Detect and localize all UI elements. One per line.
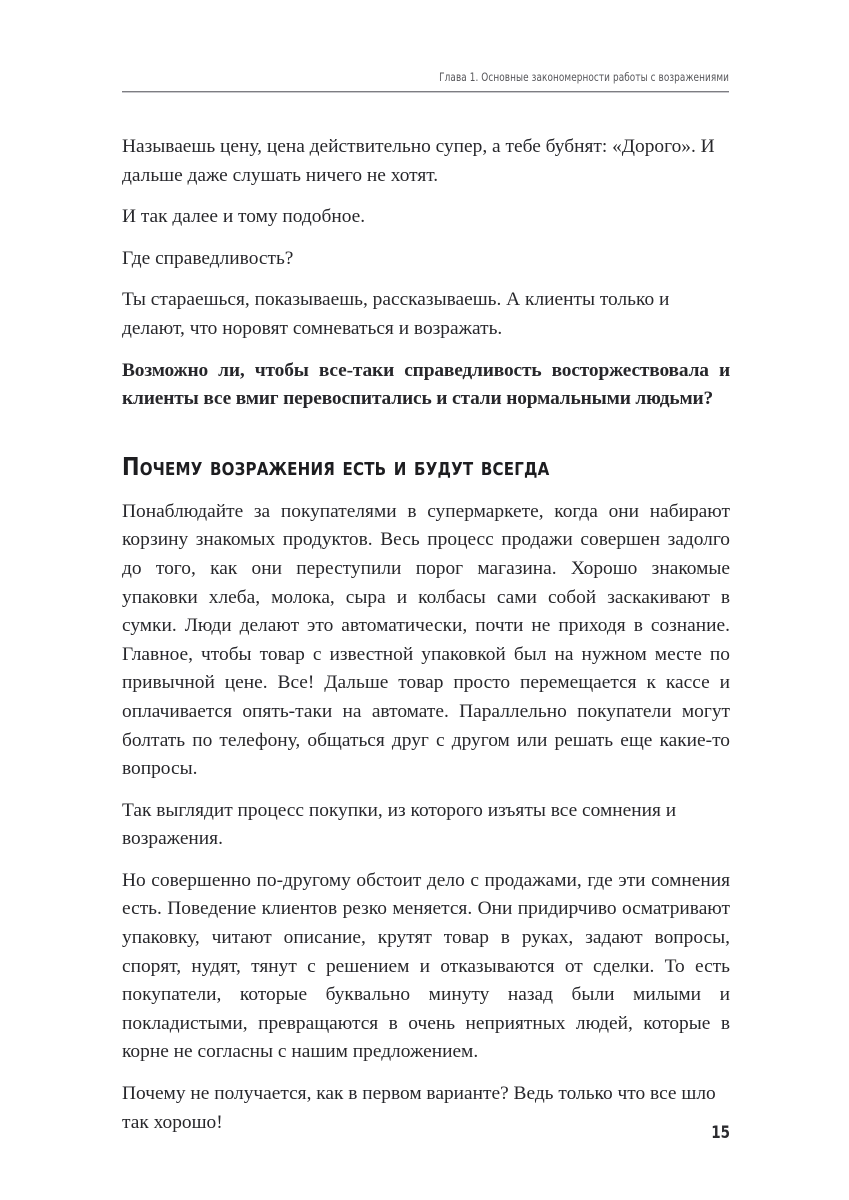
paragraph: Но совершенно по-другому обстоит дело с продажами, где эти сомнения есть. Поведение клиентов резко меняется. Они придирчиво осматривают упаковку, читают описание, крутят товар в руках, задают вопросы, спорят, нудят, тянут с решением и отказываются от сделки. То есть покупатели, которые буквально минуту назад были милыми и покладистыми, превращаются в очень неприятных людей, которые в корне не согласны с нашим предложением. xyxy=(122,869,730,1063)
paragraph: И так далее и тому подобное. xyxy=(122,206,366,228)
paragraph: Ты стараешься, показываешь, рассказываешь. А клиенты только и делают, что норовят сомневаться и возражать. xyxy=(122,289,670,339)
paragraph: Так выглядит процесс покупки, из которого изъяты все сомнения и возражения. xyxy=(122,799,677,850)
paragraph: Называешь цену, цена действительно супер, а тебе бубнят: «Дорого». И дальше даже слушать ничего не хотят. xyxy=(122,136,715,186)
paragraph: Понаблюдайте за покупателями в супермаркете, когда они набирают корзину знакомых продуктов. Весь процесс продажи совершен задолго до того, как они переступили порог магазина. Хорошо знакомые упаковки хлеба, молока, сыра и колбасы сами собой заскакивают в сумки. Люди делают это автоматически, почти не приходя в сознание. Главное, чтобы товар с известной упаковкой был на нужном месте по привычной цене. Все! Дальше товар просто перемещается к кассе и оплачивается опять-таки на автомате. Параллельно покупатели могут болтать по телефону, общаться друг с другом или решать еще какие-то вопросы. xyxy=(122,500,730,780)
paragraph: Где справедливость? xyxy=(122,247,294,269)
running-head-rule xyxy=(122,91,729,93)
paragraph: Почему не получается, как в первом варианте? Ведь только что все шло так хорошо! xyxy=(122,1083,716,1133)
running-head: Глава 1. Основные закономерности работы с возражениями xyxy=(439,70,729,84)
paragraph: Возможно ли, чтобы все-таки справедливость восторжествовала и клиенты все вмиг перевоспитались и стали нормальными людьми? xyxy=(122,359,730,410)
text-column xyxy=(122,133,730,1137)
page-number: 15 xyxy=(711,1123,730,1143)
section-heading: Почему возражения есть и будут всегда xyxy=(122,451,550,481)
